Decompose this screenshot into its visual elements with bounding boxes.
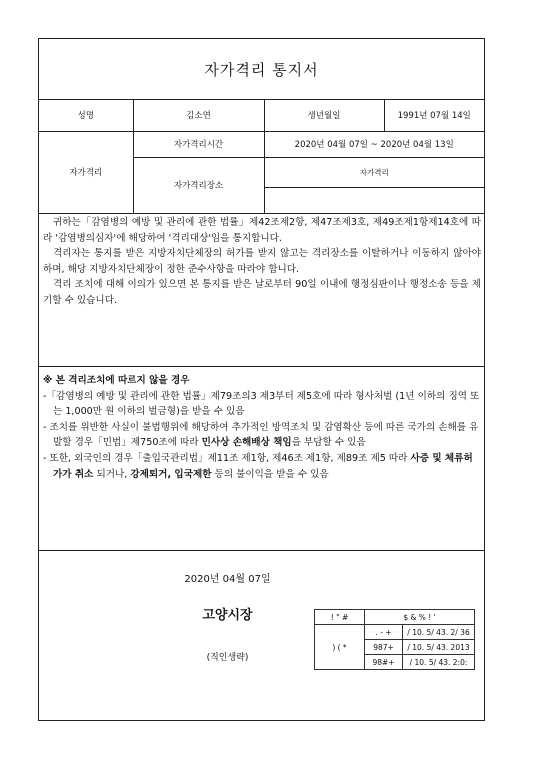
personal-info-table	[39, 99, 484, 214]
issue-date: 2020년 04월 07일	[184, 574, 271, 585]
birth-value: 1991년 07월 14일	[384, 99, 484, 131]
document-title: 자가격리 통지서	[39, 39, 484, 100]
issuer-name: 고양시장	[202, 608, 253, 623]
warning-item: -「감염병의 예방 및 관리에 관한 법률」제79조의3 제3부터 제5호에 따라 형사처벌 (1년 이하의 징역 또는 1,000만 원 이하의 벌금형)을 받을 수 있음	[43, 390, 480, 418]
period-label: 자가격리시간	[133, 131, 264, 157]
period-value: 2020년 04월 07일 ~ 2020년 04월 13일	[264, 131, 484, 157]
warning-item: - 또한, 외국인의 경우「출입국관리법」제11조 제1항, 제46조 제1항, 제89조 제5 따라 사증 및 체류허가가 취소 되거나, 강제퇴거, 입국제한 등의 불이익을 받을 수 있음	[43, 452, 473, 480]
notice-sheet	[38, 38, 485, 721]
birth-label: 생년월일	[264, 99, 384, 131]
warning-heading: ※ 본 격리조치에 따르지 않을 경우	[43, 375, 190, 386]
name-label: 성명	[39, 99, 133, 131]
notice-paragraph: 격리 조치에 대해 이의가 있으면 본 통지를 받은 날로부터 90일 이내에 행정심판이나 행정소송 등을 제기할 수 있습니다.	[43, 279, 481, 306]
place-value-extra	[264, 187, 484, 213]
notice-body	[43, 215, 481, 309]
notice-paragraph: 격리자는 통지를 받은 지방자치단체장의 허가를 받지 않고는 격리장소를 이탈하거나 이동하지 않아야 하며, 해당 지방자치단체장이 정한 준수사항을 따라야 합니다.	[43, 248, 481, 275]
warning-item: - 조치를 위반한 사실이 불법행위에 해당하여 추가적인 방역조치 및 감염확산 등에 따른 국가의 손해를 유발할 경우「민법」제750조에 따라 민사상 손해배상 책임을 부담할 수 있음	[43, 421, 479, 449]
place-label: 자가격리장소	[133, 157, 264, 213]
place-value: 자가격리	[264, 157, 484, 187]
name-value: 김소연	[133, 99, 264, 131]
notice-paragraph: 귀하는「감염병의 예방 및 관리에 관한 법률」제42조제2항, 제47조제3호, 제49조제1항제14호에 따라 '감염병의심자'에 해당하여 '격리대상'임을 통지합니다.	[43, 217, 481, 244]
approval-stamp-table: ! " # $ & % ! ' ) ( * . - + / 10. 5/ 43. 2/ 36 987+ / 10. 5/ 43. 2013 98#+ / 10. 5/ 43. 2:0:	[314, 609, 475, 670]
quarantine-label: 자가격리	[39, 131, 133, 213]
seal-note: (직인생략)	[206, 653, 249, 663]
divider	[39, 550, 484, 551]
divider	[39, 366, 484, 367]
warning-section	[43, 373, 481, 482]
